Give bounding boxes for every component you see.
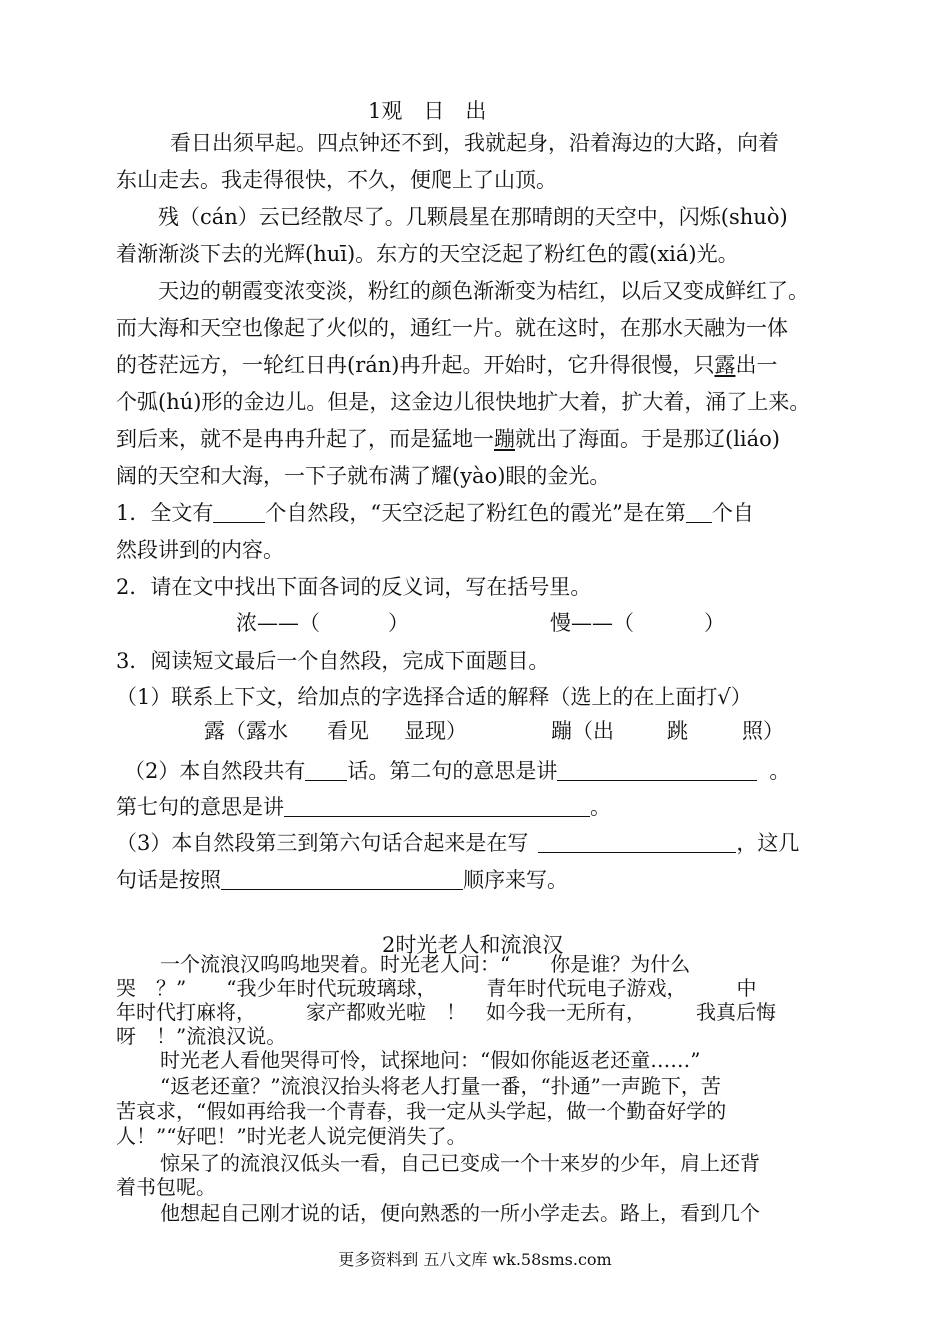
question-3-3-cont: 句话是按照 顺序来写。: [116, 868, 568, 892]
question-1: 1．全文有 个自然段，“天空泛起了粉红色的霞光”是在第 个自: [116, 501, 754, 525]
s2-line11: 他想起自己刚才说的话，便向熟悉的一所小学走去。路上，看到几个: [160, 1201, 760, 1225]
s2-line1: 一个流浪汉呜呜地哭着。时光老人问：“ 你是谁？为什么: [160, 952, 691, 976]
s2-line3: 年时代打麻将， 家产都败光啦 ！ 如今我一无所有， 我真后悔: [116, 1000, 776, 1024]
blank-sentence-seven-meaning[interactable]: [284, 798, 590, 817]
antonym-nong: 浓——（ ）: [236, 611, 409, 635]
option-beng-3[interactable]: 照）: [742, 719, 784, 743]
question-1-cont: 然段讲到的内容。: [116, 538, 284, 562]
option-beng-2[interactable]: 跳: [667, 719, 688, 743]
blank-sentences-3-6-topic[interactable]: [538, 834, 736, 853]
blank-sentence-two-meaning[interactable]: [557, 762, 757, 781]
question-3-3: （3）本自然段第三到第六句话合起来是在写 ，这几: [116, 831, 800, 855]
underlined-char-beng: 蹦: [494, 427, 515, 451]
blank-paragraph-count[interactable]: [213, 504, 265, 523]
section1-title: 1观 日 出: [368, 99, 487, 123]
p3-line6: 阔的天空和大海，一下子就布满了耀(yào)眼的金光。: [116, 464, 611, 488]
s2-line4: 呀 ！”流浪汉说。: [116, 1024, 287, 1048]
option-beng[interactable]: 蹦（出: [551, 719, 614, 743]
blank-paragraph-number[interactable]: [686, 504, 712, 523]
p3-line5: 到后来，就不是冉冉升起了，而是猛地一蹦就出了海面。于是那辽(liáo): [116, 427, 780, 451]
blank-sentence-count[interactable]: [305, 762, 347, 781]
option-lu-2[interactable]: 看见: [327, 719, 369, 743]
section2-title: 2时光老人和流浪汉: [382, 933, 564, 957]
blank-order[interactable]: [221, 871, 463, 890]
question-3-1: （1）联系上下文，给加点的字选择合适的解释（选上的在上面打√）: [116, 685, 752, 709]
p3-line3: 的苍茫远方，一轮红日冉(rán)冉升起。开始时，它升得很慢，只露出一: [116, 353, 778, 377]
option-lu-3[interactable]: 显现）: [404, 719, 467, 743]
s2-line9: 惊呆了的流浪汉低头一看，自己已变成一个十来岁的少年，肩上还背: [160, 1151, 760, 1175]
s2-line8: 人！”“好吧！”时光老人说完便消失了。: [116, 1124, 467, 1148]
question-3: 3．阅读短文最后一个自然段，完成下面题目。: [116, 649, 550, 673]
p3-line4: 个弧(hú)形的金边儿。但是，这金边儿很快地扩大着，扩大着，涌了上来。: [116, 390, 811, 414]
footer-source: 更多资料到 五八文库 wk.58sms.com: [338, 1250, 612, 1269]
p1-line1: 看日出须早起。四点钟还不到，我就起身，沿着海边的大路，向着: [170, 131, 779, 155]
p3-line1: 天边的朝霞变浓变淡，粉红的颜色渐渐变为桔红，以后又变成鲜红了。: [158, 279, 809, 303]
s2-line5: 时光老人看他哭得可怜，试探地问：“假如你能返老还童……”: [160, 1048, 701, 1072]
antonym-man: 慢——（ ）: [550, 611, 725, 635]
s2-line2: 哭 ？” “我少年时代玩玻璃球， 青年时代玩电子游戏， 中: [116, 976, 757, 1000]
s2-line10: 着书包呢。: [116, 1175, 216, 1199]
underlined-char-lu: 露: [714, 353, 736, 377]
p3-line2: 而大海和天空也像起了火似的，通红一片。就在这时，在那水天融为一体: [116, 316, 788, 340]
p1-line2: 东山走去。我走得很快，不久，便爬上了山顶。: [116, 168, 557, 192]
option-lu[interactable]: 露（露水: [204, 719, 288, 743]
question-3-2: （2）本自然段共有 话。第二句的意思是讲 。: [124, 759, 791, 783]
question-2: 2．请在文中找出下面各词的反义词，写在括号里。: [116, 575, 592, 599]
p2-line1: 残（cán）云已经散尽了。几颗晨星在那晴朗的天空中，闪烁(shuò): [158, 205, 788, 229]
p2-line2: 着渐渐淡下去的光辉(huī)。东方的天空泛起了粉红色的霞(xiá)光。: [116, 242, 739, 266]
s2-line7: 苦哀求，“假如再给我一个青春，我一定从头学起，做一个勤奋好学的: [116, 1099, 727, 1123]
question-3-2-cont: 第七句的意思是讲 。: [116, 795, 611, 819]
s2-line6: “返老还童？”流浪汉抬头将老人打量一番，“扑通”一声跪下，苦: [160, 1074, 721, 1098]
